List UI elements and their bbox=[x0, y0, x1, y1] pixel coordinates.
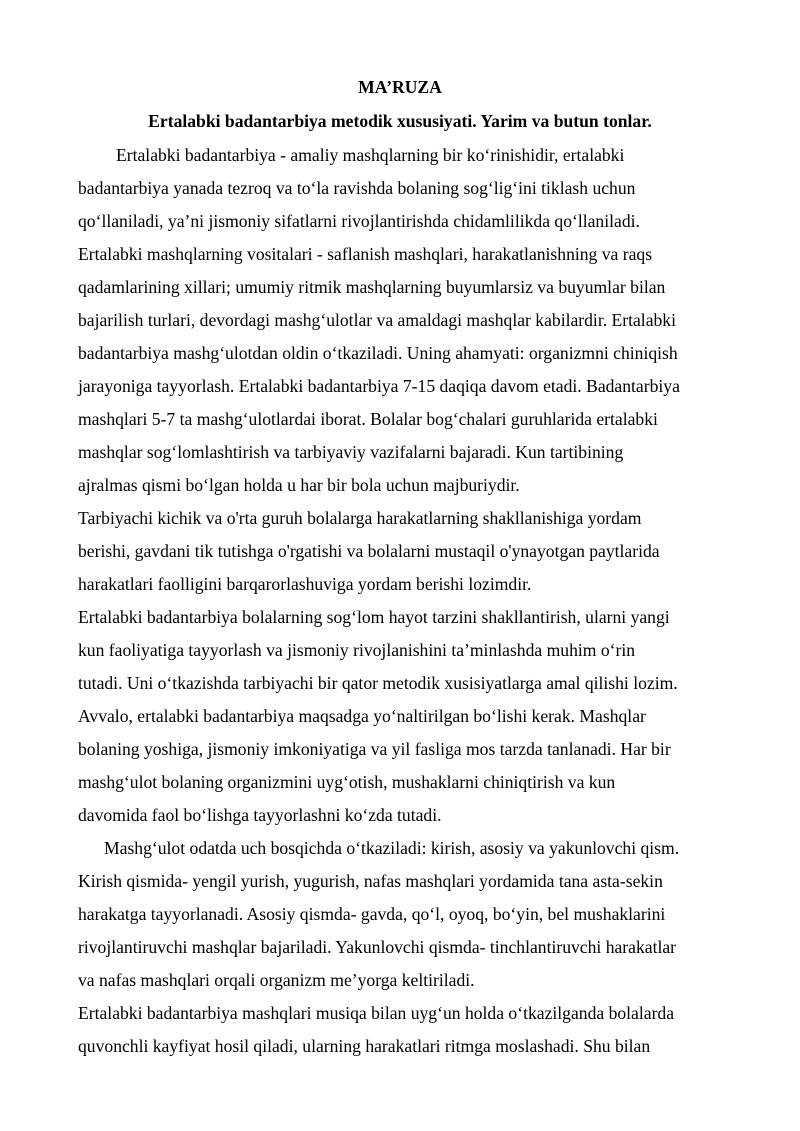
body-line: Ertalabki mashqlarning vositalari - saflanish mashqlari, harakatlanishning va raqs bbox=[78, 244, 653, 264]
body-line: badantarbiya mashg‘ulotdan oldin o‘tkaziladi. Uning ahamyati: organizmni chiniqish bbox=[78, 343, 678, 363]
body-line: berishi, gavdani tik tutishga o'rgatishi va bolalarni mustaqil o'ynayotgan paytlarida bbox=[78, 541, 660, 561]
body-line: qadamlarining xillari; umumiy ritmik mashqlarning buyumlarsiz va buyumlar bilan bbox=[78, 277, 666, 297]
body-line: Mashg‘ulot odatda uch bosqichda o‘tkaziladi: kirish, asosiy va yakunlovchi qism. bbox=[104, 838, 680, 858]
document-subtitle: Ertalabki badantarbiya metodik xususiyati. Yarim va butun tonlar. bbox=[148, 111, 652, 131]
body-line: jarayoniga tayyorlash. Ertalabki badantarbiya 7-15 daqiqa davom etadi. Badantarbiya bbox=[78, 376, 680, 396]
body-line: mashqlar sog‘lomlashtirish va tarbiyaviy vazifalarni bajaradi. Kun tartibining bbox=[78, 442, 624, 462]
body-line: ajralmas qismi bo‘lgan holda u har bir bola uchun majburiydir. bbox=[78, 475, 520, 495]
body-line: rivojlantiruvchi mashqlar bajariladi. Yakunlovchi qismda- tinchlantiruvchi harakatlar bbox=[78, 937, 677, 957]
body-line: Ertalabki badantarbiya - amaliy mashqlarning bir ko‘rinishidir, ertalabki bbox=[116, 145, 625, 165]
body-line: va nafas mashqlari orqali organizm me’yorga keltiriladi. bbox=[78, 970, 475, 990]
body-line: harakatga tayyorlanadi. Asosiy qismda- gavda, qo‘l, oyoq, bo‘yin, bel mushaklarini bbox=[78, 904, 666, 924]
body-line: qo‘llaniladi, ya’ni jismoniy sifatlarni rivojlantirishda chidamlilikda qo‘llaniladi. bbox=[78, 211, 640, 231]
body-line: Ertalabki badantarbiya mashqlari musiqa bilan uyg‘un holda o‘tkazilganda bolalarda bbox=[78, 1003, 675, 1023]
body-line: quvonchli kayfiyat hosil qiladi, ularning harakatlari ritmga moslashadi. Shu bilan bbox=[78, 1036, 651, 1056]
body-line: tutadi. Uni o‘tkazishda tarbiyachi bir qator metodik xusisiyatlarga amal qilishi lozim. bbox=[78, 673, 678, 693]
body-line: bajarilish turlari, devordagi mashg‘ulotlar va amaldagi mashqlar kabilardir. Ertalabki bbox=[78, 310, 676, 330]
body-line: harakatlari faolligini barqarorlashuviga yordam berishi lozimdir. bbox=[78, 574, 532, 594]
body-line: bolaning yoshiga, jismoniy imkoniyatiga va yil fasliga mos tarzda tanlanadi. Har bir bbox=[78, 739, 671, 759]
body-line: Ertalabki badantarbiya bolalarning sog‘lom hayot tarzini shakllantirish, ularni yangi bbox=[78, 607, 670, 627]
body-line: kun faoliyatiga tayyorlash va jismoniy rivojlanishini ta’minlashda muhim o‘rin bbox=[78, 640, 636, 660]
body-line: davomida faol bo‘lishga tayyorlashni ko‘zda tutadi. bbox=[78, 805, 442, 825]
document-title: MA’RUZA bbox=[358, 77, 442, 97]
body-line: mashqlari 5-7 ta mashg‘ulotlardai iborat. Bolalar bog‘chalari guruhlarida ertalabki bbox=[78, 409, 658, 429]
body-line: Tarbiyachi kichik va o'rta guruh bolalarga harakatlarning shakllanishiga yordam bbox=[78, 508, 642, 528]
body-line: mashg‘ulot bolaning organizmini uyg‘otish, mushaklarni chiniqtirish va kun bbox=[78, 772, 616, 792]
body-line: Avvalo, ertalabki badantarbiya maqsadga yo‘naltirilgan bo‘lishi kerak. Mashqlar bbox=[78, 706, 646, 726]
body-line: badantarbiya yanada tezroq va to‘la ravishda bolaning sog‘lig‘ini tiklash uchun bbox=[78, 178, 636, 198]
body-line: Kirish qismida- yengil yurish, yugurish, nafas mashqlari yordamida tana asta-sekin bbox=[78, 871, 663, 891]
